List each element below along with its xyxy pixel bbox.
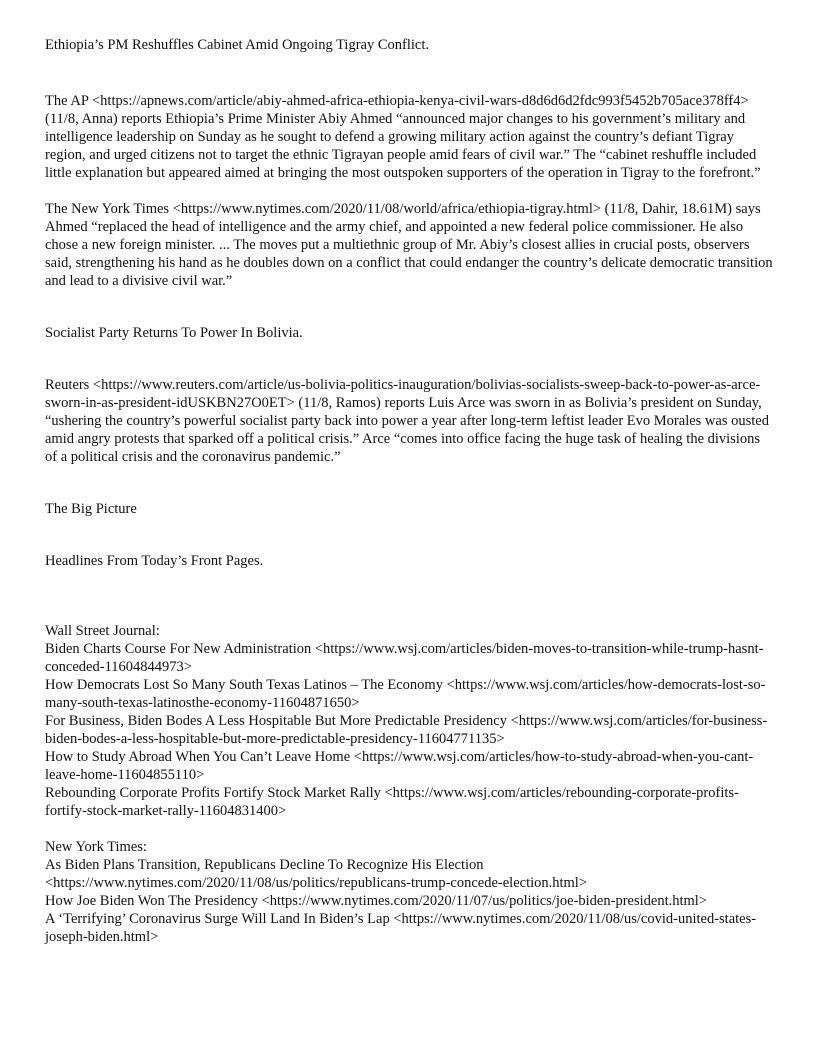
- ethiopia-nyt-paragraph: The New York Times <https://www.nytimes.com/2020/11/08/world/africa/ethiopia-tigray.html> (11/8, Dahir, 18.61M) says Ahmed “replaced the head of intelligence and the army chief, and appointed a new federal police commissioner. He also chose a new foreign minister. ... The moves put a multiethnic group of Mr. Abiy’s closest allies in crucial posts, observers said, strengthening his hand as he doubles down on a conflict that could endanger the country’s delicate democratic transition and lead to a divisive civil war.”: [45, 201, 773, 289]
- wsj-headline-link[interactable]: How Democrats Lost So Many South Texas Latinos – The Economy <https://www.wsj.com/articles/how-democrats-lost-so-many-south-texas-latinosthe-economy-11604871650>: [45, 677, 766, 711]
- wsj-headline-link[interactable]: For Business, Biden Bodes A Less Hospitable But More Predictable Presidency <https://www.wsj.com/articles/for-business-biden-bodes-a-less-hospitable-but-more-predictable-presidency-11604771135>: [45, 713, 768, 747]
- wsj-section: [45, 622, 775, 820]
- nyt-headline-link[interactable]: A ‘Terrifying’ Coronavirus Surge Will Land In Biden’s Lap <https://www.nytimes.com/2020/11/08/us/covid-united-states-joseph-biden.html>: [45, 911, 757, 945]
- spacer: [45, 518, 775, 552]
- document-page: [45, 36, 775, 946]
- wsj-headline-link[interactable]: Rebounding Corporate Profits Fortify Stock Market Rally <https://www.wsj.com/articles/rebounding-corporate-profits-fortify-stock-market-rally-11604831400>: [45, 785, 739, 819]
- big-picture-title: The Big Picture: [45, 501, 137, 517]
- spacer: [45, 570, 775, 622]
- spacer: [45, 182, 775, 200]
- spacer: [45, 342, 775, 376]
- spacer: [45, 290, 775, 324]
- big-picture-subtitle: Headlines From Today’s Front Pages.: [45, 553, 264, 569]
- bolivia-reuters-paragraph: Reuters <https://www.reuters.com/article/us-bolivia-politics-inauguration/bolivias-socialists-sweep-back-to-power-as-arce-sworn-in-as-president-idUSKBN27O0ET> (11/8, Ramos) reports Luis Arce was sworn in as Bolivia’s president on Sunday, “ushering the country’s powerful socialist party back into power a year after long-term leftist leader Evo Morales was ousted amid angry protests that sparked off a political crisis.” Arce “comes into office facing the huge task of healing the divisions of a political crisis and the coronavirus pandemic.”: [45, 377, 769, 465]
- wsj-headline-link[interactable]: How to Study Abroad When You Can’t Leave Home <https://www.wsj.com/articles/how-to-study-abroad-when-you-cant-leave-home-11604855110>: [45, 749, 754, 783]
- spacer: [45, 54, 775, 92]
- wsj-label: Wall Street Journal:: [45, 623, 160, 639]
- spacer: [45, 466, 775, 500]
- nyt-section: [45, 838, 775, 946]
- nyt-label: New York Times:: [45, 839, 147, 855]
- bolivia-headline: Socialist Party Returns To Power In Bolivia.: [45, 325, 303, 341]
- nyt-headline-link[interactable]: As Biden Plans Transition, Republicans Decline To Recognize His Election <https://www.nytimes.com/2020/11/08/us/politics/republicans-trump-concede-election.html>: [45, 857, 588, 891]
- wsj-headline-link[interactable]: Biden Charts Course For New Administration <https://www.wsj.com/articles/biden-moves-to-transition-while-trump-hasnt-conceded-11604844973>: [45, 641, 764, 675]
- spacer: [45, 820, 775, 838]
- ethiopia-headline: Ethiopia’s PM Reshuffles Cabinet Amid Ongoing Tigray Conflict.: [45, 37, 429, 53]
- nyt-headline-link[interactable]: How Joe Biden Won The Presidency <https://www.nytimes.com/2020/11/07/us/politics/joe-biden-president.html>: [45, 893, 707, 909]
- ethiopia-ap-paragraph: The AP <https://apnews.com/article/abiy-ahmed-africa-ethiopia-kenya-civil-wars-d8d6d6d2fdc993f5452b705ace378ff4> (11/8, Anna) reports Ethiopia’s Prime Minister Abiy Ahmed “announced major changes to his government’s military and intelligence leadership on Sunday as he sought to defend a growing military action against the country’s defiant Tigray region, and urged citizens not to target the ethnic Tigrayan people amid fears of civil war.” The “cabinet reshuffle included little explanation but appeared aimed at bringing the most outspoken supporters of the operation in Tigray to the forefront.”: [45, 93, 761, 181]
